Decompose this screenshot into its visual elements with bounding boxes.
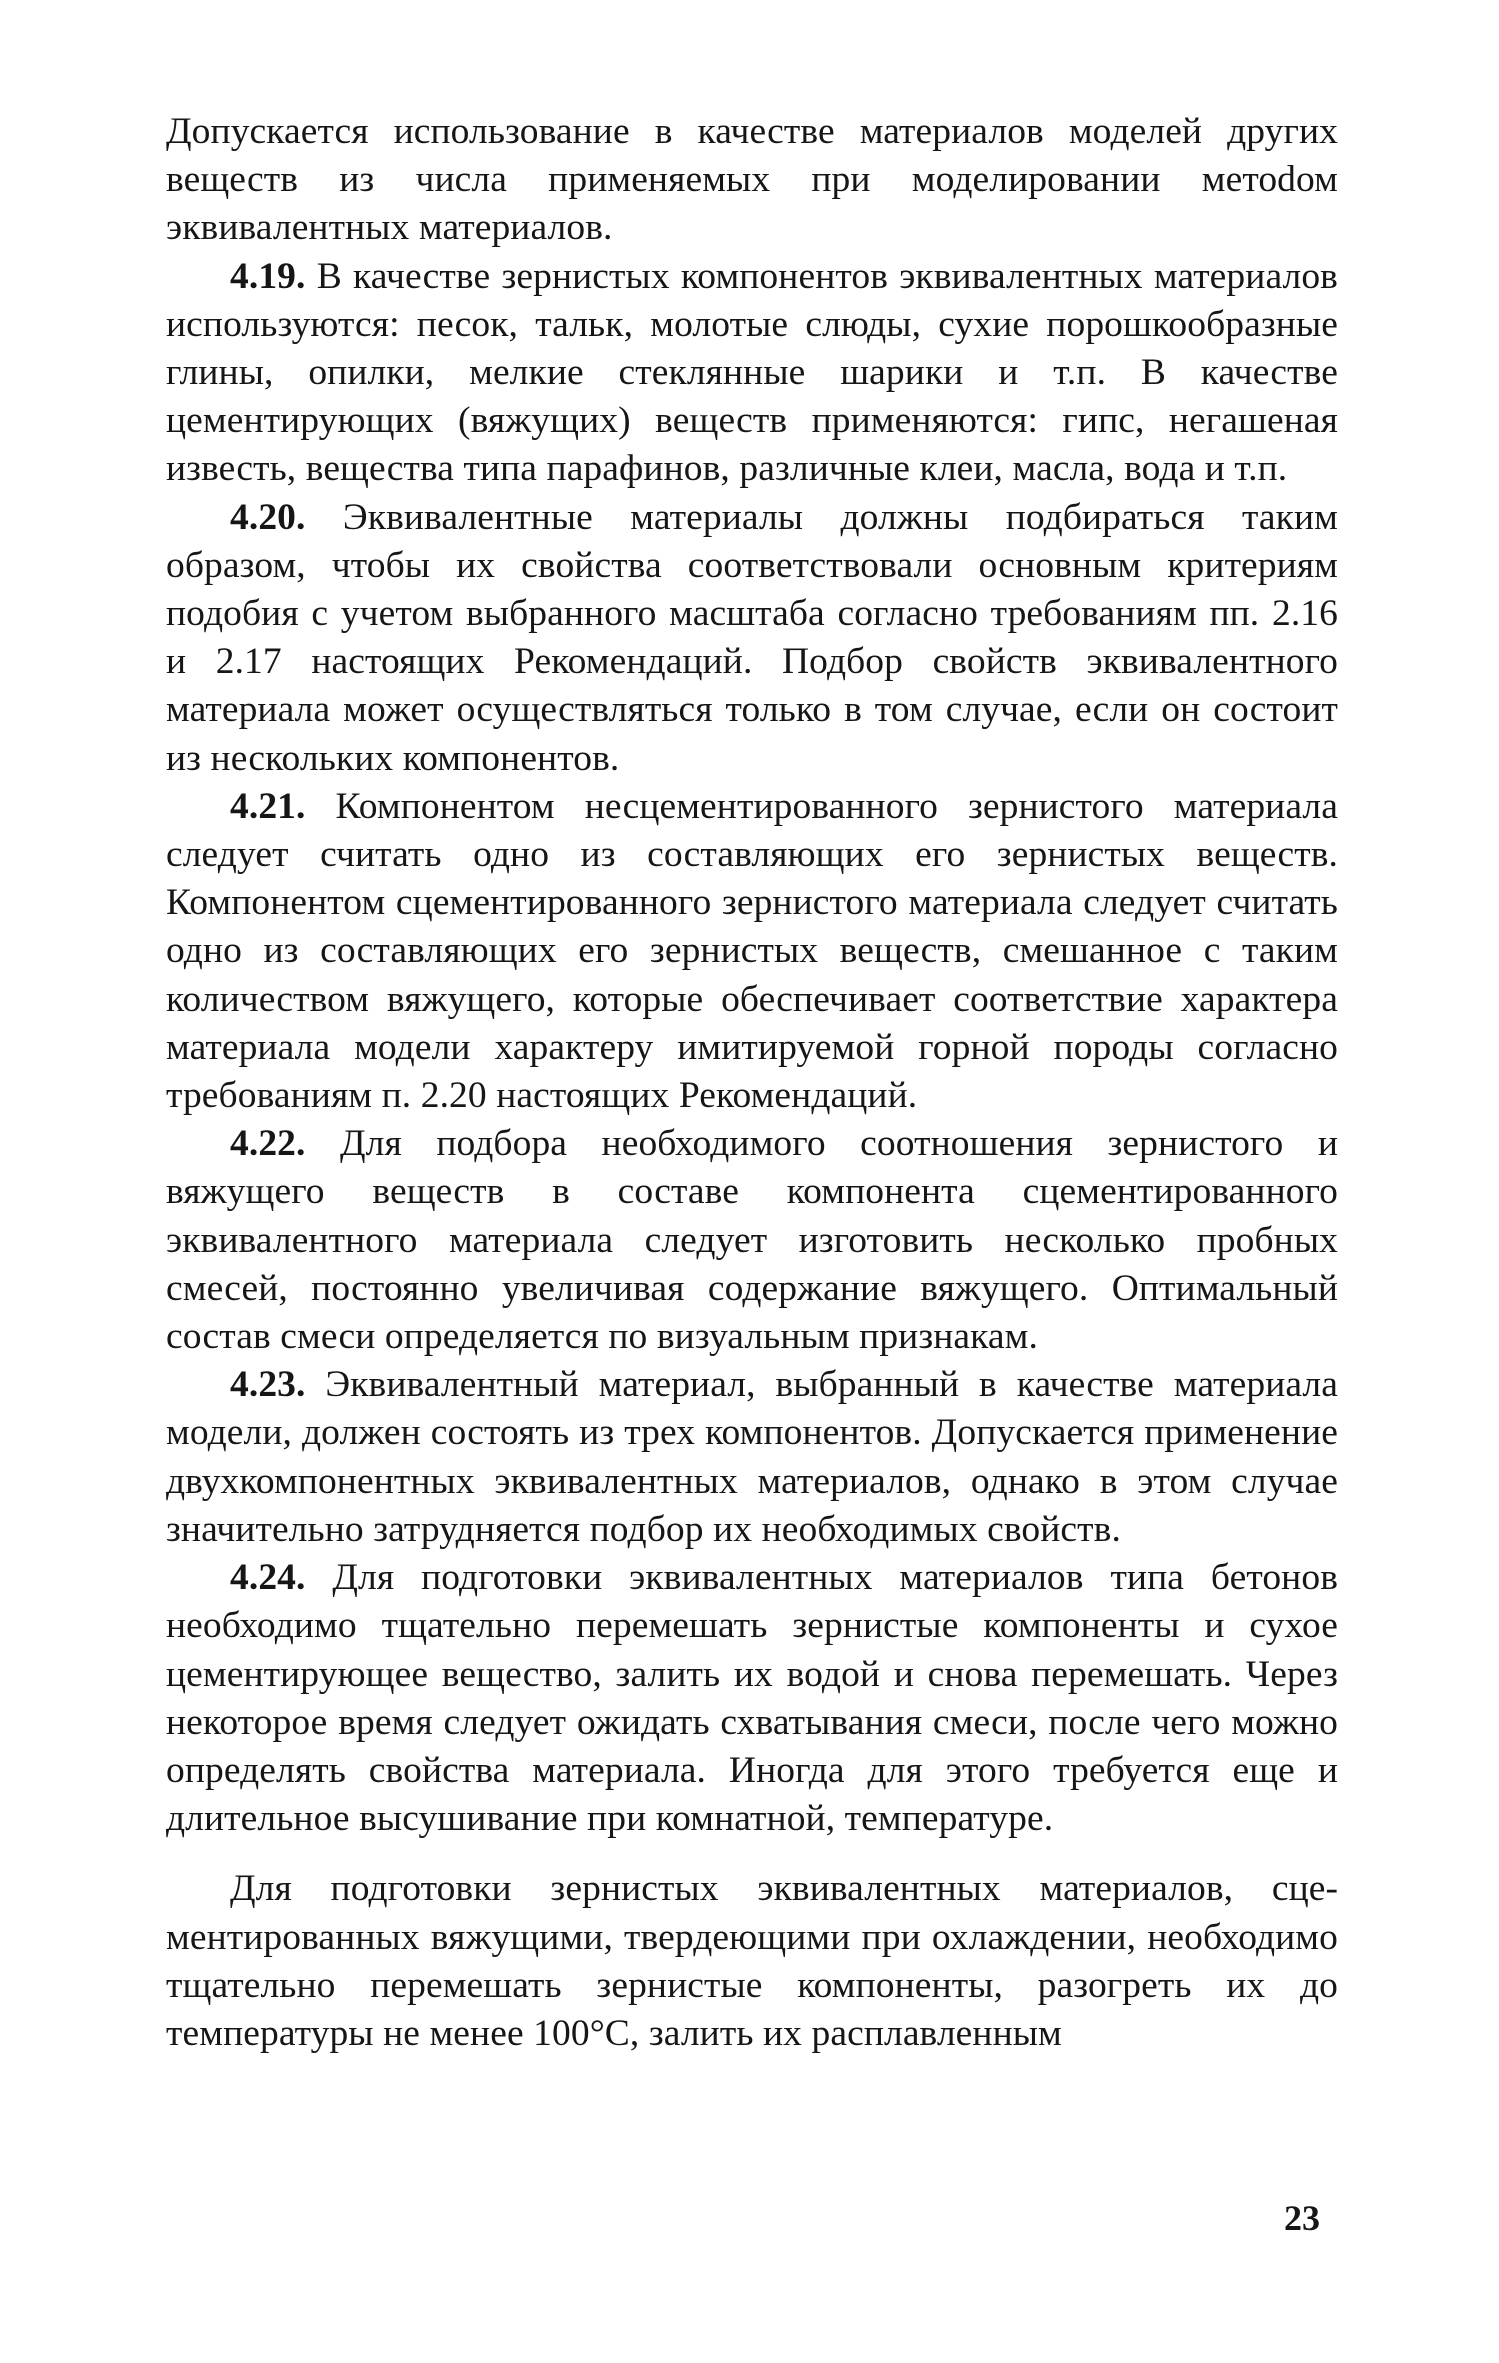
page-body	[166, 108, 1338, 2058]
paragraph-text: Допускается использование в качестве материалов моделей других веществ из числа применяемых при моделировании метоdом эквивалентных материалов.	[166, 111, 1338, 249]
paragraph-granular-preparation	[166, 1865, 1338, 2058]
section-number: 4.22.	[230, 1123, 306, 1165]
page-number: 23	[1284, 2198, 1320, 2238]
paragraph-4-19	[166, 253, 1338, 494]
section-number: 4.23.	[230, 1364, 306, 1406]
paragraph-4-20	[166, 494, 1338, 783]
paragraph-text: В качестве зернистых компонентов эквивалентных материалов используются: песок, тальк, молотые слюды, сухие порошкообразные глины, опилки, мелкие стеклянные шарики и т.п. В качестве цементирующих (вяжущих) веществ применяются: гипс, негашеная известь, вещества типа парафинов, различные клеи, масла, вода и т.п.	[166, 255, 1338, 490]
section-number: 4.20.	[230, 496, 306, 538]
paragraph-4-21	[166, 783, 1338, 1120]
paragraph-intro	[166, 108, 1338, 253]
paragraph-4-24	[166, 1554, 1338, 1843]
paragraph-text: Эквивалентный материал, выбранный в качестве материала модели, должен состоять из трех компонентов. Допускается применение двухкомпонентных эквивалентных материалов, однако в этом случае значительно затрудняется подбор их необходимых свойств.	[166, 1364, 1338, 1550]
paragraph-4-23	[166, 1361, 1338, 1554]
paragraph-4-22	[166, 1120, 1338, 1361]
paragraph-text: Эквивалентные материалы должны подбираться таким образом, чтобы их свойства соответствовали основным критериям подобия с учетом выбранного масштаба согласно требованиям пп. 2.16 и 2.17 настоящих Рекомендаций. Подбор свойств эквивалентного материала может осуществляться только в том случае, если он состоит из нескольких компонентов.	[166, 496, 1338, 779]
paragraph-text: Для подбора необходимого соотношения зернистого и вяжущего веществ в составе компонента сцементированного эквивалентного материала следует изготовить несколько пробных смесей, постоянно увеличивая содержание вяжущего. Оптимальный состав смеси определяется по визуальным признакам.	[166, 1123, 1338, 1358]
section-number: 4.19.	[230, 255, 306, 297]
paragraph-text: Компонентом несцементированного зернистого материала следует считать одно из составляющих его зернистых веществ. Компонентом сцементированного зернистого материала следует считать одно из составляющих его зернистых веществ, смешанное с таким количеством вяжущего, которые обеспечивает соответствие характера материала модели характеру имитируемой горной породы согласно требованиям п. 2.20 настоящих Рекомендаций.	[166, 785, 1338, 1117]
section-number: 4.24.	[230, 1557, 306, 1599]
paragraph-text: Для подготовки зернистых эквивалентных материалов, сцементированных вяжущими, твердеющими при охлаждении, необходимо тщательно перемешать зернистые компоненты, разогреть их до температуры не менее 100°С, залить их расплавленным	[166, 1868, 1338, 2054]
paragraph-text: Для подготовки эквивалентных материалов типа бетонов необходимо тщательно перемешать зернистые компоненты и сухое цементирующее вещество, залить их водой и снова перемешать. Через некоторое время следует ожидать схватывания смеси, после чего можно определять свойства материала. Иногда для этого требуется еще и длительное высушивание при комнатной, температуре.	[166, 1557, 1338, 1840]
section-number: 4.21.	[230, 785, 306, 827]
